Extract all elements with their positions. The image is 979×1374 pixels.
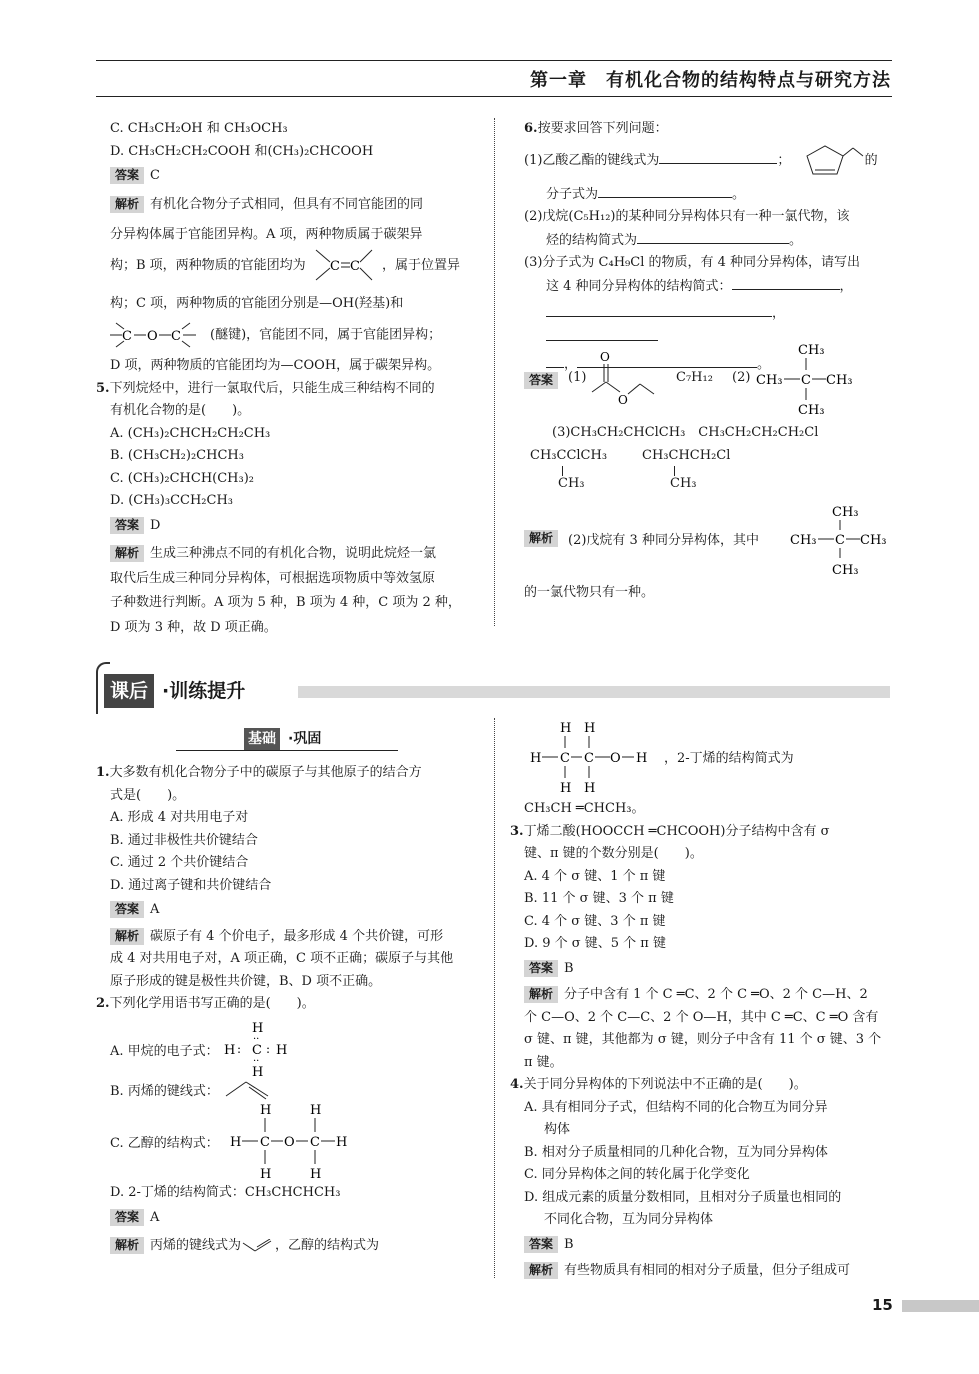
answer-blank[interactable] bbox=[732, 275, 840, 290]
svg-text:C: C bbox=[310, 1135, 320, 1150]
column-divider-lower bbox=[494, 718, 495, 1278]
analysis-line bbox=[96, 194, 482, 217]
answer-value: B bbox=[564, 960, 574, 976]
option-d: D. 9 个 σ 键、5 个 π 键 bbox=[524, 936, 666, 951]
analysis-line: 原子形成的键是极性共价键，B、D 项不正确。 bbox=[110, 973, 382, 989]
svg-text:CH₃: CH₃ bbox=[860, 533, 887, 548]
analysis-line: D 项为 3 种，故 D 项正确。 bbox=[110, 619, 277, 635]
propene-skeletal bbox=[224, 1078, 280, 1100]
svg-text:H: H bbox=[336, 1135, 348, 1150]
ethanol-structural-formula bbox=[530, 718, 660, 798]
analysis-text: 有机化合物分子式相同，但具有不同官能团的同 bbox=[150, 196, 424, 212]
question-text: 大多数有机化合物分子中的碳原子与其他原子的结合方 bbox=[109, 765, 422, 780]
analysis-tag: 解析 bbox=[524, 530, 558, 547]
question-number: 1. bbox=[96, 765, 110, 780]
option-c: C. CH₃CH₂OH 和 CH₃OCH₃ bbox=[110, 121, 288, 136]
option-a: A. (CH₃)₂CHCH₂CH₂CH₃ bbox=[110, 425, 271, 441]
answer-part-3: (3)CH₃CH₂CHClCH₃ CH₃CH₂CH₂CH₂Cl bbox=[552, 425, 819, 440]
isomer-formula: CH₃CHCH₂Cl bbox=[642, 448, 731, 463]
header-rule-top bbox=[96, 60, 892, 61]
svg-text:O: O bbox=[284, 1135, 295, 1150]
answer-value: C bbox=[150, 168, 160, 183]
section-label-tail: ·训练提升 bbox=[162, 680, 246, 702]
svg-text:CH₃: CH₃ bbox=[832, 505, 859, 520]
option-d: D. CH₃CH₂CH₂COOH 和(CH₃)₂CHCOOH bbox=[110, 143, 374, 159]
option-c: C. (CH₃)₂CHCH(CH₃)₂ bbox=[110, 470, 255, 486]
bond-line bbox=[674, 466, 675, 476]
ethanol-structure-cont bbox=[530, 718, 890, 798]
question-text: 烃的结构简式为 bbox=[546, 232, 638, 248]
option-b: B. 11 个 σ 键、3 个 π 键 bbox=[524, 891, 674, 906]
svg-text:CH₃: CH₃ bbox=[826, 373, 853, 388]
analysis-line: 成 4 对共用电子对，A 项正确，C 项不正确；碳原子与其他 bbox=[110, 951, 454, 966]
subsection-label-box: 基础 bbox=[244, 728, 280, 750]
svg-text:H: H bbox=[636, 751, 648, 766]
neopentane-structure bbox=[752, 338, 862, 422]
ether-group-diagram bbox=[110, 319, 206, 351]
answer-part-1: (1) bbox=[568, 370, 587, 385]
svg-text:C: C bbox=[260, 1135, 270, 1150]
answer-blank[interactable] bbox=[546, 302, 772, 317]
analysis-text: 有些物质具有相同的相对分子质量，但分子组成可 bbox=[564, 1263, 851, 1278]
section-label-box: 课后 bbox=[104, 674, 154, 708]
option-d: D. 组成元素的质量分数相同，且相对分子质量也相同的 bbox=[524, 1189, 842, 1205]
analysis-text: ，乙醇的结构式为 bbox=[275, 1238, 380, 1253]
answer-value: B bbox=[564, 1236, 574, 1252]
question-number: 6. bbox=[524, 121, 538, 136]
analysis-text: 构；B 项，两种物质的官能团均为 bbox=[110, 257, 306, 273]
answer-blank[interactable] bbox=[659, 149, 777, 164]
svg-text:CH₃: CH₃ bbox=[790, 533, 817, 548]
q2-option-b bbox=[110, 1078, 490, 1102]
analysis-line bbox=[96, 543, 482, 566]
isomer-a bbox=[530, 448, 630, 496]
header-rule-bottom bbox=[96, 96, 892, 97]
analysis-line: 构；C 项，两种物质的官能团分别是—OH(羟基)和 bbox=[110, 295, 404, 311]
analysis-text: 丙烯的键线式为 bbox=[150, 1238, 242, 1253]
analysis-line: 子种数进行判断。A 项为 5 种，B 项为 4 种，C 项为 2 种， bbox=[110, 595, 461, 610]
question-text: 有机化合物的是( )。 bbox=[110, 403, 251, 418]
analysis-tag: 解析 bbox=[110, 196, 144, 213]
analysis-line: π 键。 bbox=[524, 1054, 563, 1070]
answer-row bbox=[96, 165, 482, 188]
option-d: D. 通过离子键和共价键结合 bbox=[110, 877, 272, 893]
question-number: 2. bbox=[96, 996, 110, 1011]
analysis-text: ，2-丁烯的结构简式为 bbox=[664, 751, 794, 766]
answer-tag: 答案 bbox=[110, 517, 144, 534]
svg-text:H: H bbox=[560, 781, 572, 796]
analysis-tag: 解析 bbox=[110, 928, 144, 945]
analysis-line bbox=[510, 984, 896, 1007]
question-6 bbox=[510, 118, 894, 141]
question-3 bbox=[510, 821, 896, 844]
q6-analysis-tail bbox=[524, 582, 894, 605]
svg-text:CH₃: CH₃ bbox=[756, 373, 783, 388]
analysis-text: (醚键)，官能团不同，属于官能团异构； bbox=[210, 327, 442, 343]
svg-text:··: ·· bbox=[253, 1034, 260, 1045]
svg-text:H: H bbox=[260, 1103, 272, 1118]
svg-text:CH₃: CH₃ bbox=[798, 403, 825, 418]
answer-tag: 答案 bbox=[524, 960, 558, 977]
answer-tag: 答案 bbox=[524, 372, 558, 389]
answer-blank[interactable] bbox=[598, 183, 732, 198]
question-text: 。 bbox=[732, 186, 746, 202]
question-text: 丁烯二酸(HOOCCH ═CHCOOH)分子结构中含有 σ bbox=[523, 823, 830, 839]
svg-text::: : bbox=[266, 1042, 271, 1056]
question-text: 键、π 键的个数分别是( )。 bbox=[524, 846, 703, 861]
option-c: C. 通过 2 个共价键结合 bbox=[110, 855, 249, 870]
svg-text:C: C bbox=[329, 259, 340, 274]
svg-text:C: C bbox=[835, 533, 845, 548]
q6-answer-part-3 bbox=[552, 422, 892, 445]
q6-part-2: (2)戊烷(C₅H₁₂)的某种同分异构体只有一种一氯代物，该 bbox=[524, 209, 850, 224]
svg-text:H: H bbox=[560, 721, 572, 736]
option-text: A. 甲烷的电子式： bbox=[110, 1044, 219, 1059]
option-d: D. 2-丁烯的结构简式：CH₃CHCHCH₃ bbox=[110, 1185, 341, 1200]
lower-right-column bbox=[510, 798, 896, 1283]
svg-text:H: H bbox=[224, 1043, 236, 1058]
svg-text:H: H bbox=[310, 1167, 322, 1182]
analysis-line: 取代后生成三种同分异构体，可根据选项物质中等效氢原 bbox=[110, 570, 436, 586]
alkene-group-diagram bbox=[312, 248, 376, 282]
option-c: C. 同分异构体之间的转化属于化学变化 bbox=[524, 1167, 750, 1182]
option-a: A. 具有相同分子式，但结构不同的化合物互为同分异 bbox=[524, 1099, 828, 1115]
question-text: 下列化学用语书写正确的是( )。 bbox=[109, 996, 315, 1011]
svg-text:C: C bbox=[801, 373, 811, 388]
q6-part-3-cont bbox=[510, 275, 894, 299]
option-d: D. (CH₃)₃CCH₂CH₃ bbox=[110, 493, 234, 508]
analysis-line bbox=[510, 1260, 896, 1283]
isomer-branch: CH₃ bbox=[670, 476, 697, 491]
ethanol-structural-formula bbox=[230, 1100, 350, 1184]
svg-text::: : bbox=[237, 1042, 242, 1056]
question-text: ， bbox=[839, 278, 853, 294]
answer-row bbox=[510, 1234, 896, 1257]
svg-text:C: C bbox=[584, 751, 594, 766]
analysis-line: D 项，两种物质的官能团均为—COOH，属于碳架异构。 bbox=[110, 358, 441, 373]
svg-text:H: H bbox=[584, 721, 596, 736]
svg-text:O: O bbox=[147, 329, 158, 344]
svg-text:O: O bbox=[610, 751, 621, 766]
analysis-text: CH₃CH ═CHCH₃。 bbox=[524, 801, 645, 816]
q6-part-3: (3)分子式为 C₄H₉Cl 的物质，有 4 种同分异构体，请写出 bbox=[524, 255, 861, 270]
question-5 bbox=[96, 378, 482, 401]
analysis-line bbox=[96, 926, 482, 949]
cyclopentene-structure bbox=[795, 143, 865, 177]
column-divider-upper bbox=[494, 118, 495, 626]
isomer-b bbox=[642, 448, 762, 496]
analysis-tag: 解析 bbox=[110, 1237, 144, 1254]
answer-tag: 答案 bbox=[110, 1209, 144, 1226]
analysis-text: 生成三种沸点不同的有机化合物，说明此烷烃一氯 bbox=[150, 546, 437, 561]
section-banner bbox=[96, 662, 894, 712]
svg-text:CH₃: CH₃ bbox=[798, 343, 825, 358]
option-a-cont: 构体 bbox=[544, 1122, 571, 1137]
question-4 bbox=[510, 1074, 896, 1097]
analysis-tag: 解析 bbox=[524, 986, 558, 1003]
subsection-label-tail: ·巩固 bbox=[288, 731, 322, 747]
svg-text:C: C bbox=[122, 329, 132, 344]
analysis-tag: 解析 bbox=[524, 1262, 558, 1279]
question-text: 分子式为 bbox=[546, 186, 599, 202]
answer-blank[interactable] bbox=[637, 229, 789, 244]
svg-text:··: ·· bbox=[253, 1056, 260, 1067]
question-text: 下列烷烃中，进行一氯取代后，只能生成三种结构不同的 bbox=[109, 380, 435, 396]
ethyl-acetate-skeletal bbox=[590, 346, 660, 406]
q6-part-1 bbox=[510, 149, 894, 179]
isomer-formula: CH₃CClCH₃ bbox=[530, 448, 608, 463]
page-number: 15 bbox=[872, 1296, 893, 1314]
analysis-text: 的一氯代物只有一种。 bbox=[524, 585, 655, 600]
q2-option-a bbox=[110, 1018, 490, 1080]
q2-option-c bbox=[110, 1100, 490, 1184]
analysis-tag: 解析 bbox=[110, 545, 144, 562]
svg-text:H: H bbox=[252, 1021, 264, 1036]
option-a: A. 4 个 σ 键、1 个 π 键 bbox=[524, 868, 666, 884]
option-d-cont: 不同化合物，互为同分异构体 bbox=[544, 1212, 714, 1227]
answer-tag: 答案 bbox=[110, 901, 144, 918]
neopentane-structure bbox=[786, 500, 896, 580]
option-b: B. 相对分子质量相同的几种化合物，互为同分异构体 bbox=[524, 1144, 828, 1160]
isomer-branch: CH₃ bbox=[558, 476, 585, 491]
subsection-rule bbox=[176, 750, 398, 751]
question-text: 关于同分异构体的下列说法中不正确的是( )。 bbox=[523, 1077, 807, 1092]
svg-text:C: C bbox=[252, 1043, 262, 1058]
analysis-text: 碳原子有 4 个价电子，最多形成 4 个共价键，可形 bbox=[150, 928, 444, 944]
question-text: 这 4 种同分异构体的结构简式： bbox=[546, 278, 732, 294]
option-a: A. 形成 4 对共用电子对 bbox=[110, 810, 249, 825]
question-text: ； bbox=[777, 152, 791, 168]
propene-skeletal-small bbox=[241, 1239, 275, 1253]
svg-text:O: O bbox=[618, 393, 628, 406]
q6-analysis bbox=[524, 500, 894, 580]
svg-text:H: H bbox=[530, 751, 542, 766]
bond-line bbox=[562, 466, 563, 476]
svg-text:H: H bbox=[260, 1167, 272, 1182]
svg-text:O: O bbox=[600, 350, 610, 364]
page-bar bbox=[902, 1300, 979, 1312]
answer-part-2: (2) bbox=[732, 370, 751, 385]
svg-text:H: H bbox=[584, 781, 596, 796]
question-text: 式是( )。 bbox=[110, 787, 186, 803]
question-text: 的 bbox=[864, 152, 878, 168]
question-text: ， bbox=[564, 357, 578, 372]
answer-value: A bbox=[150, 1209, 160, 1225]
analysis-line: 个 C—O、2 个 C—C、2 个 O—H，其中 C ═C、C ═O 含有 bbox=[524, 1009, 879, 1025]
option-text: B. 丙烯的键线式： bbox=[110, 1084, 219, 1099]
option-text: C. 乙醇的结构式： bbox=[110, 1136, 219, 1151]
question-text: (1)乙酸乙酯的键线式为 bbox=[524, 152, 660, 168]
analysis-line bbox=[96, 319, 482, 351]
answer-tag: 答案 bbox=[110, 167, 144, 184]
analysis-line: σ 键、π 键，其他都为 σ 键，则分子中含有 11 个 σ 键、3 个 bbox=[524, 1032, 882, 1047]
svg-text:H: H bbox=[276, 1043, 288, 1058]
q6-part-2-cont bbox=[510, 229, 894, 253]
answer-tag: 答案 bbox=[524, 1236, 558, 1253]
q6-part-1-formula bbox=[510, 183, 894, 207]
question-2 bbox=[96, 993, 482, 1016]
question-text: 。 bbox=[757, 357, 771, 372]
answer-value: D bbox=[150, 517, 161, 533]
answer-value: A bbox=[150, 902, 160, 917]
option-b: B. (CH₃CH₂)₂CHCH₃ bbox=[110, 448, 244, 463]
svg-text:CH₃: CH₃ bbox=[832, 563, 859, 578]
answer-row bbox=[510, 958, 896, 981]
analysis-text: 分子中含有 1 个 C ═C、2 个 C ═O、2 个 C—H、2 bbox=[564, 987, 868, 1002]
analysis-line bbox=[96, 255, 482, 285]
upper-left-column bbox=[96, 118, 482, 639]
question-text: 按要求回答下列问题： bbox=[537, 121, 668, 136]
svg-text:H: H bbox=[230, 1135, 242, 1150]
methane-electron-formula bbox=[224, 1018, 304, 1080]
lower-left-column bbox=[96, 762, 482, 1016]
question-number: 3. bbox=[510, 823, 524, 839]
answer-formula: C₇H₁₂ bbox=[676, 370, 713, 385]
svg-text:C: C bbox=[171, 329, 181, 344]
section-bar bbox=[298, 686, 890, 698]
svg-text:C: C bbox=[349, 259, 360, 274]
svg-text:H: H bbox=[252, 1065, 264, 1080]
analysis-text: ，属于位置异 bbox=[381, 257, 460, 273]
question-number: 5. bbox=[96, 380, 110, 396]
question-text: ， bbox=[772, 306, 786, 321]
svg-text:C: C bbox=[560, 751, 570, 766]
answer-row bbox=[96, 515, 482, 538]
analysis-line: 分异构体属于官能团异构。A 项，两种物质属于碳架异 bbox=[110, 227, 423, 242]
chapter-title: 第一章 有机化合物的结构特点与研究方法 bbox=[530, 70, 891, 91]
analysis-text: (2)戊烷有 3 种同分异构体，其中 bbox=[568, 533, 759, 548]
q2-tail bbox=[96, 1182, 482, 1258]
answer-row bbox=[96, 899, 482, 922]
question-1 bbox=[96, 762, 482, 785]
option-c: C. 4 个 σ 键、3 个 π 键 bbox=[524, 913, 666, 929]
q6-answer-row bbox=[524, 338, 894, 422]
option-b: B. 通过非极性共价键结合 bbox=[110, 832, 258, 848]
subsection-banner bbox=[176, 728, 398, 752]
svg-text:H: H bbox=[310, 1103, 322, 1118]
answer-row bbox=[96, 1207, 482, 1230]
question-number: 4. bbox=[510, 1077, 524, 1092]
question-text: 。 bbox=[789, 232, 803, 248]
analysis-line bbox=[96, 1235, 482, 1258]
